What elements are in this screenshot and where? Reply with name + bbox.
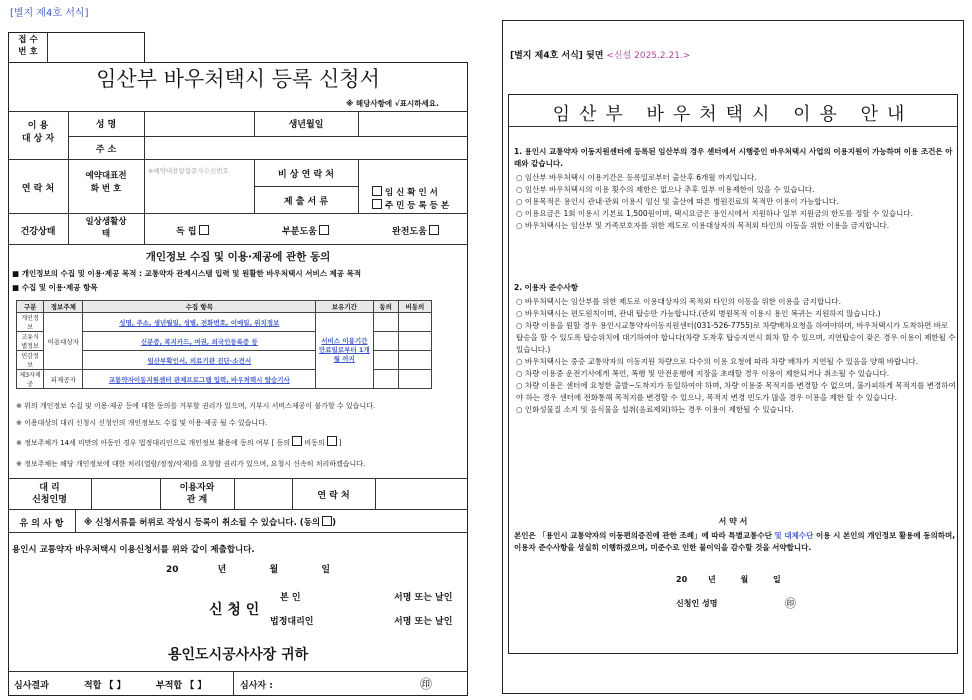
signer-name-label: 신청인 성명 [676, 599, 718, 608]
list-item: ○ 임산부 바우처택시 이용기간은 등록일로부터 출산후 6개월 까지입니다. [516, 173, 757, 182]
agree-cell[interactable] [373, 370, 398, 389]
privacy-note-2: ※ 이용대상의 대리 신청시 신청인의 개인정보도 수집 및 이용·제공 될 수 있습니다. [16, 419, 268, 427]
check-note: ※ 해당사항에 √표시하세요. [346, 99, 439, 108]
checkbox[interactable] [327, 436, 337, 446]
checkbox[interactable] [322, 516, 332, 526]
submit-statement: 용인시 교통약자 바우처택시 이용신청서를 위와 같이 제출합니다. [12, 545, 255, 555]
booking-phone-label: 예약대표전 화 번 호 [85, 171, 127, 194]
seal-icon: ㊞ [785, 597, 796, 610]
privacy-purpose: ■ 개인정보의 수집 및 이용·제공 목적 : 교통약자 관제시스템 입력 및 원활한 바우처택시 서비스 제공 목적 [12, 269, 362, 278]
target-label: 이 용 대 상 자 [21, 121, 55, 144]
table-header: 정보주체 [44, 301, 83, 313]
table-header: 동의 [373, 301, 398, 313]
addressee: 용인도시공사사장 귀하 [168, 647, 309, 663]
pledge-text: 본인은 「용인시 교통약자의 이동편의증진에 관한 조례」에 따라 특별교통수단 및 대체수단 이용 시 본인의 개인정보 활용에 동의하며, 이용자 준수사항을 성실히 이행하겠으며, 미준수로 인한 불이익을 감수할 것을 서약합니다. [514, 531, 956, 552]
health-full-option[interactable]: 완전도움 [392, 224, 439, 237]
doc-resident-option[interactable]: 주 민 등 록 등 본 [370, 199, 449, 211]
list-item: ○ 임산부 바우처택시의 이용 횟수의 제한은 없으나 추후 일부 이용제한이 있을 수 있습니다. [516, 185, 815, 194]
health-partial-option[interactable]: 부분도움 [282, 224, 329, 237]
proxy-name-field[interactable] [93, 480, 158, 507]
seal-icon: ㊞ [420, 677, 433, 691]
list-item: ○ 차량 이용은 센터에 요청한 출발~도착지가 동일하여야 하며, 차량 이용중 목적지를 변경할 수 없으며, 불가피하게 목적지를 변경하여야 하는 경우 센터에 전화통해 목적지를 변경할 수 있으나, 목적지 변경 빈도가 많을 경우 이용을 제한 할 수 있습니다. [516, 381, 956, 402]
receipt-number-label: 접 수 번 호 [18, 35, 38, 57]
privacy-note-3: ※ 정보주체가 14세 미만의 아동인 경우 법정대리인으로 개인정보 활용에 동의 여부 [ 동의 비동의 ] [16, 436, 342, 448]
checkbox[interactable] [319, 225, 329, 235]
relation-label: 이용자와 관 계 [179, 483, 215, 505]
proxy-applicant-label: 대 리 신청인명 [32, 483, 67, 505]
table-row: 민감정보 임산부확인서, 의료기관 진단·소견서 [17, 351, 432, 370]
list-item: ○ 바우처택시는 중증 교통약자의 이동지원 차량으로 다수의 이용 요청에 따라 차량 배차가 지연될 수 있음을 양해 바랍니다. [516, 357, 919, 366]
doc-pregnancy-option[interactable]: 임 신 확 인 서 [370, 186, 438, 198]
section2-list [516, 296, 956, 416]
health-label: 건강상태 [20, 227, 56, 237]
list-item: ○ 바우처택시는 임산부 및 가족보호자를 위한 제도로 이용대상자의 목적외 타인의 이동을 위한 이용을 금지합니다. [516, 221, 890, 230]
agree-cell[interactable] [373, 351, 398, 370]
daily-life-label: 일상생활상 태 [85, 217, 127, 239]
emergency-contact-label: 비 상 연 락 처 [277, 170, 334, 180]
table-row: 제3자제공 피제공자 교통약자이동지원센터 관제프로그램 입력, 바우처택시 탑승기사 [17, 370, 432, 389]
legal-rep-label: 법정대리인 [270, 617, 314, 627]
checkbox[interactable] [372, 199, 382, 209]
list-item: ○ 인화성물질 소지 및 음식물을 섭취(음료제외)하는 경우 이용이 제한될 수 있습니다. [516, 405, 794, 414]
disagree-cell[interactable] [398, 332, 431, 351]
booking-phone-field[interactable]: ※예약내용알림문자수신번호 [148, 167, 229, 175]
agree-cell[interactable] [373, 313, 398, 332]
privacy-note-4: ※ 정보주체는 해당 개인정보에 대한 처리(열람/정정/삭제)를 요청할 권리가 있으며, 요청시 신속히 처리하겠습니다. [16, 460, 366, 468]
privacy-items-heading: ■ 수집 및 이용·제공 항목 [12, 283, 98, 292]
address-label: 주 소 [95, 145, 117, 155]
section1-heading: 1. 용인시 교통약자 이동지원센터에 등록된 임산부의 경우 센터에서 시행중인 바우처택시 사업의 이용지원이 가능하며 이용 조건은 아래와 같습니다. [514, 147, 953, 168]
applicant-label: 신 청 인 [209, 602, 260, 618]
pledge-title: 서 약 서 [718, 517, 748, 526]
self-label: 본 인 [280, 593, 301, 603]
address-field[interactable] [146, 138, 466, 157]
retention-period: 서비스 이용기간 만료일로부터 1개월 까지 [316, 313, 373, 389]
emergency-contact-field[interactable] [360, 161, 466, 184]
disagree-cell[interactable] [398, 313, 431, 332]
table-header: 보유기간 [316, 301, 373, 313]
birth-label: 생년월일 [288, 120, 324, 130]
list-item: ○ 차량 이용을 원할 경우 용인시교통약자이동지원센터(031-526-7755)로 차량배차요청을 하여야하며, 바우처택시가 도착하면 바로 탑승을 할 수 있도록 탑승위치에 대기하여야 합니다(차량 도착후 탑승지연시 회차 할 수 있으며, 지연탑승이 잦은 경우 이용이 제한될 수 있습니다.) [516, 321, 956, 354]
proxy-contact-field[interactable] [377, 480, 466, 507]
self-sign-label: 서명 또는 날인 [394, 593, 453, 603]
table-header: 수집 항목 [83, 301, 316, 313]
form-number-label: [별지 제4호 서식] [10, 8, 89, 19]
checkbox[interactable] [199, 225, 209, 235]
checkbox[interactable] [429, 225, 439, 235]
list-item: ○ 이용목적은 용인시 관내·관외 이용시 임신 및 출산에 따른 병원진료의 목적만 이용이 가능합니다. [516, 197, 839, 206]
guide-form-label: [별지 제4호 서식] 뒷면 <신설 2025.2.21.> [510, 51, 691, 61]
guide-title: 임산부 바우처택시 이용 안내 [552, 104, 914, 125]
list-item: ○ 차량 이용중 운전기사에게 폭언, 폭행 및 안전운행에 지장을 초래할 경우 이용이 제한되거나 취소될 수 있습니다. [516, 369, 890, 378]
contact-label: 연 락 처 [21, 184, 55, 194]
list-item: ○ 바우처택시는 임산부를 위한 제도로 이용대상자의 목적외 타인의 이동을 위한 이용을 금지합니다. [516, 297, 841, 306]
table-row: 고유식별정보 신분증, 복지카드, 여권, 외국인등록증 등 [17, 332, 432, 351]
table-row: 개인정보 이용대상자 성명, 주소, 생년월일, 성별, 전화번호, 이메일, 위치정보 서비스 이용기간 만료일로부터 1개월 까지 [17, 313, 432, 332]
list-item: ○ 이용요금은 1회 이용시 기본료 1,500원이며, 택시요금은 용인시에서 지원하나 일부 지원금의 한도를 정할 수 있습니다. [516, 209, 913, 218]
legal-rep-sign-label: 서명 또는 날인 [394, 617, 453, 627]
disagree-cell[interactable] [398, 351, 431, 370]
pledge-date: 20 년 월 일 [676, 575, 781, 584]
table-header: 비동의 [398, 301, 431, 313]
caution-text: ※ 신청서류를 허위로 작성시 등록이 취소될 수 있습니다. (동의 ) [84, 518, 337, 528]
checkbox[interactable] [292, 436, 302, 446]
privacy-title: 개인정보 수집 및 이용·제공에 관한 동의 [145, 251, 331, 263]
review-fail[interactable]: 부적합 【 】 [156, 681, 207, 691]
table-header: 구분 [17, 301, 44, 313]
section1-list [516, 172, 956, 232]
proxy-contact-label: 연 락 처 [317, 491, 350, 501]
reviewer-label: 심사자 : [240, 681, 273, 691]
page-title: 임산부 바우처택시 등록 신청서 [96, 67, 380, 91]
privacy-note-1: ※ 위의 개인정보 수집 및 이용·제공 등에 대한 동의를 거부할 권리가 있으며, 거부시 서비스제공이 불가할 수 있습니다. [16, 402, 376, 410]
review-pass[interactable]: 적합 【 】 [84, 681, 126, 691]
review-result-label: 심사결과 [14, 681, 49, 691]
receipt-number-field[interactable] [49, 34, 143, 61]
checkbox[interactable] [372, 186, 382, 196]
relation-field[interactable] [236, 480, 290, 507]
submit-date: 20 년 월 일 [166, 565, 331, 575]
privacy-table [16, 300, 432, 389]
section2-heading: 2. 이용자 준수사항 [514, 283, 579, 292]
health-independent-option[interactable]: 독 립 [176, 224, 209, 237]
agree-cell[interactable] [373, 332, 398, 351]
birth-field[interactable] [360, 113, 466, 134]
list-item: ○ 바우처택시는 편도원칙이며, 관내 탑승만 가능합니다.(관외 병원목적 이용시 용인 복귀는 지원하지 않습니다.) [516, 309, 881, 318]
disagree-cell[interactable] [398, 370, 431, 389]
submit-docs-label: 제 출 서 류 [283, 197, 329, 207]
caution-label: 유 의 사 항 [19, 519, 64, 529]
name-field[interactable] [146, 113, 252, 134]
name-label: 성 명 [95, 120, 117, 130]
